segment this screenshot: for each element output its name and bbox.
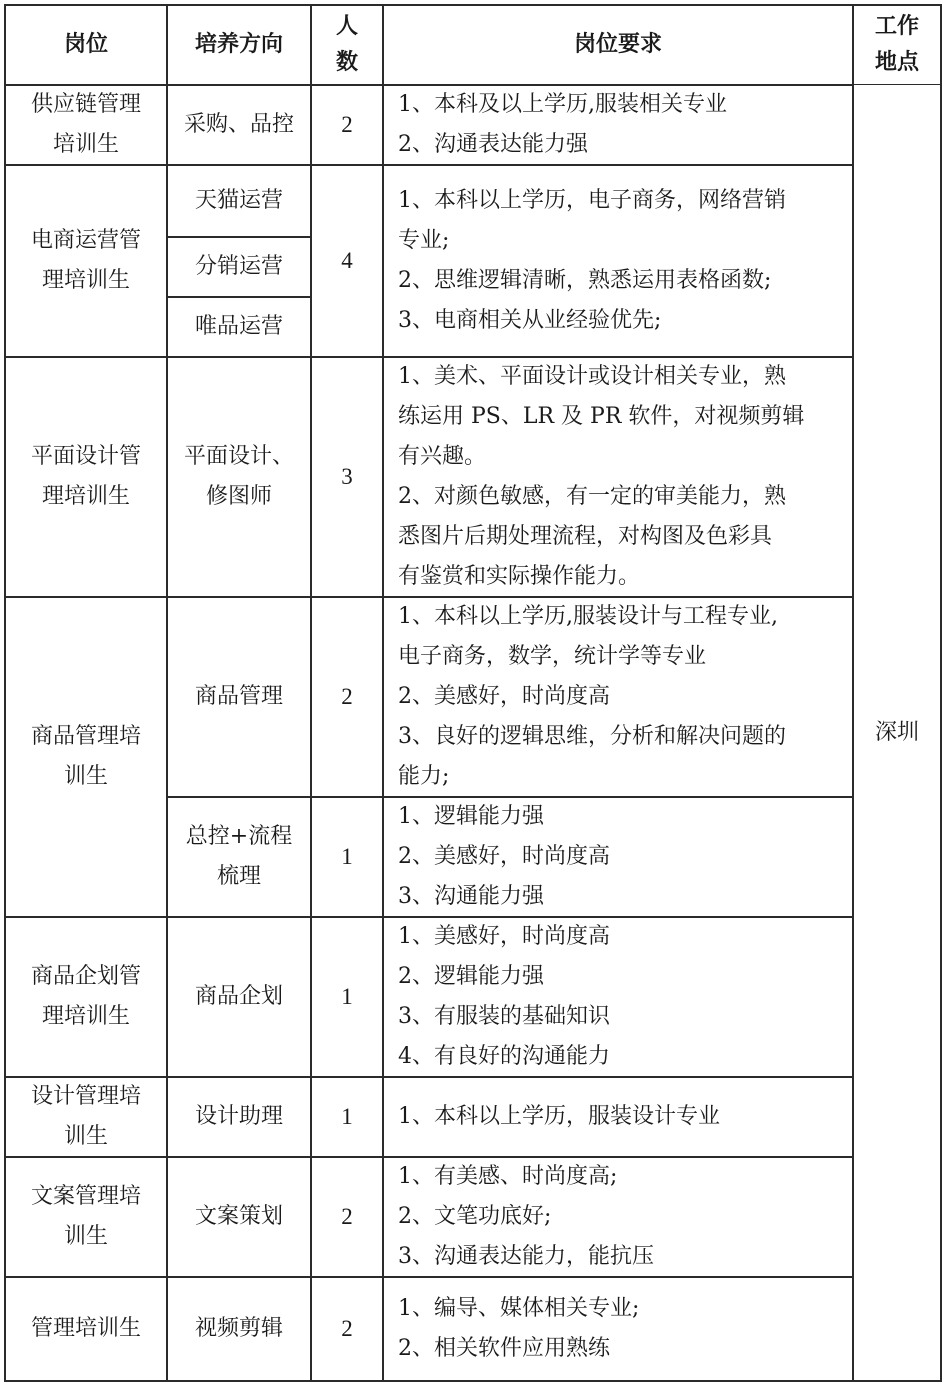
direction-line: 视频剪辑 [194, 1316, 283, 1341]
location-value: 深圳 [874, 719, 919, 745]
count-value: 4 [341, 248, 353, 273]
table-row-2-requirements [382, 356, 854, 598]
requirement-line: 3、电商相关从业经验优先; [398, 308, 662, 333]
table-row-1-direction-2 [166, 296, 312, 358]
header-position-label: 岗位 [63, 32, 108, 57]
direction-line: 商品管理 [194, 684, 283, 709]
requirement-line: 悉图片后期处理流程，对构图及色彩具 [398, 524, 773, 549]
position-line: 培训生 [52, 132, 119, 157]
requirement-line: 4、有良好的沟通能力 [398, 1044, 610, 1069]
requirement-line: 2、对颜色敏感，有一定的审美能力，熟 [398, 484, 786, 509]
header-location-line1: 工作 [874, 14, 919, 39]
count-value: 2 [341, 1316, 353, 1341]
table-row-3b-requirements [382, 796, 854, 918]
position-line: 平面设计管 [30, 444, 141, 469]
position-line: 管理培训生 [30, 1316, 141, 1341]
table-row-6-requirements [382, 1156, 854, 1278]
table-row-1-count [310, 164, 384, 358]
table-row-0-count [310, 84, 384, 166]
direction-line: 唯品运营 [194, 314, 283, 339]
count-value: 1 [341, 844, 353, 869]
table-row-1-requirements [382, 164, 854, 358]
table-row-2-position [4, 356, 168, 598]
table-row-0-direction [166, 84, 312, 166]
requirement-line: 1、本科以上学历，服装设计专业 [398, 1104, 720, 1129]
table-row-0-requirements [382, 84, 854, 166]
count-value: 1 [341, 984, 353, 1009]
requirement-line: 2、美感好，时尚度高 [398, 844, 610, 869]
requirement-line: 3、沟通表达能力，能抗压 [398, 1244, 654, 1269]
table-row-3b-direction [166, 796, 312, 918]
header-position [4, 4, 168, 86]
requirement-line: 3、有服装的基础知识 [398, 1004, 610, 1029]
requirement-line: 专业; [398, 228, 450, 253]
position-line: 训生 [63, 1224, 108, 1249]
table-row-3a-direction [166, 596, 312, 798]
direction-line: 天猫运营 [194, 188, 283, 213]
requirement-line: 2、沟通表达能力强 [398, 132, 588, 157]
table-row-5-count [310, 1076, 384, 1158]
table-row-5-position [4, 1076, 168, 1158]
requirement-line: 2、美感好，时尚度高 [398, 684, 610, 709]
requirement-line: 有鉴赏和实际操作能力。 [398, 564, 641, 589]
position-line: 训生 [63, 1124, 108, 1149]
table-row-3-position [4, 596, 168, 918]
table-row-3a-count [310, 596, 384, 798]
requirement-line: 1、本科及以上学历,服装相关专业 [398, 92, 727, 117]
requirement-line: 3、良好的逻辑思维，分析和解决问题的 [398, 724, 786, 749]
requirement-line: 2、思维逻辑清晰，熟悉运用表格函数; [398, 268, 772, 293]
table-row-6-position [4, 1156, 168, 1278]
table-row-3a-requirements [382, 596, 854, 798]
requirement-line: 能力; [398, 764, 450, 789]
table-row-5-direction [166, 1076, 312, 1158]
requirement-line: 2、文笔功底好; [398, 1204, 552, 1229]
count-value: 2 [341, 1204, 353, 1229]
table-row-4-position [4, 916, 168, 1078]
position-line: 理培训生 [41, 1004, 130, 1029]
direction-line: 文案策划 [194, 1204, 283, 1229]
requirement-line: 1、本科以上学历,服装设计与工程专业, [398, 604, 778, 629]
requirement-line: 2、相关软件应用熟练 [398, 1336, 610, 1361]
header-location [852, 4, 942, 86]
requirement-line: 有兴趣。 [398, 444, 487, 469]
header-requirements-label: 岗位要求 [573, 32, 662, 57]
table-row-7-direction [166, 1276, 312, 1382]
header-requirements [382, 4, 854, 86]
direction-line: 设计助理 [194, 1104, 283, 1129]
table-row-4-count [310, 916, 384, 1078]
direction-line: 修图师 [205, 484, 272, 509]
position-line: 商品企划管 [30, 964, 141, 989]
header-count-line2: 数 [335, 50, 358, 75]
table-row-4-requirements [382, 916, 854, 1078]
table-row-0-position [4, 84, 168, 166]
count-value: 1 [341, 1104, 353, 1129]
header-count [310, 4, 384, 86]
position-line: 理培训生 [41, 484, 130, 509]
requirement-line: 1、有美感、时尚度高; [398, 1164, 618, 1189]
location-cell [852, 84, 942, 1382]
requirement-line: 2、逻辑能力强 [398, 964, 544, 989]
direction-line: 分销运营 [194, 254, 283, 279]
requirement-line: 1、逻辑能力强 [398, 804, 544, 829]
requirement-line: 1、本科以上学历，电子商务，网络营销 [398, 188, 786, 213]
count-value: 2 [341, 112, 353, 137]
direction-line: 总控+流程 [185, 824, 293, 849]
table-row-1-position [4, 164, 168, 358]
header-location-line2: 地点 [874, 50, 919, 75]
position-line: 供应链管理 [30, 92, 141, 117]
header-count-line1: 人 [335, 14, 358, 39]
direction-line: 商品企划 [194, 984, 283, 1009]
requirement-line: 1、美感好，时尚度高 [398, 924, 610, 949]
position-line: 商品管理培 [30, 724, 141, 749]
table-row-7-count [310, 1276, 384, 1382]
requirement-line: 1、编导、媒体相关专业; [398, 1296, 640, 1321]
position-line: 设计管理培 [30, 1084, 141, 1109]
count-value: 3 [341, 464, 353, 489]
header-direction-label: 培养方向 [194, 32, 283, 57]
table-row-6-direction [166, 1156, 312, 1278]
position-line: 理培训生 [41, 268, 130, 293]
table-row-5-requirements [382, 1076, 854, 1158]
table-row-7-position [4, 1276, 168, 1382]
direction-line: 梳理 [216, 864, 261, 889]
header-direction [166, 4, 312, 86]
table-row-1-direction-0 [166, 164, 312, 238]
table-row-2-count [310, 356, 384, 598]
requirement-line: 电子商务，数学，统计学等专业 [398, 644, 707, 669]
position-line: 训生 [63, 764, 108, 789]
table-row-6-count [310, 1156, 384, 1278]
table-row-2-direction [166, 356, 312, 598]
direction-line: 采购、品控 [183, 112, 294, 137]
position-line: 电商运营管 [30, 228, 141, 253]
requirement-line: 练运用 PS、LR 及 PR 软件，对视频剪辑 [398, 404, 805, 429]
requirement-line: 3、沟通能力强 [398, 884, 544, 909]
count-value: 2 [341, 684, 353, 709]
table-row-4-direction [166, 916, 312, 1078]
table-row-3b-count [310, 796, 384, 918]
direction-line: 平面设计、 [183, 444, 294, 469]
table-row-1-direction-1 [166, 236, 312, 298]
table-row-7-requirements [382, 1276, 854, 1382]
position-line: 文案管理培 [30, 1184, 141, 1209]
requirement-line: 1、美术、平面设计或设计相关专业，熟 [398, 364, 786, 389]
